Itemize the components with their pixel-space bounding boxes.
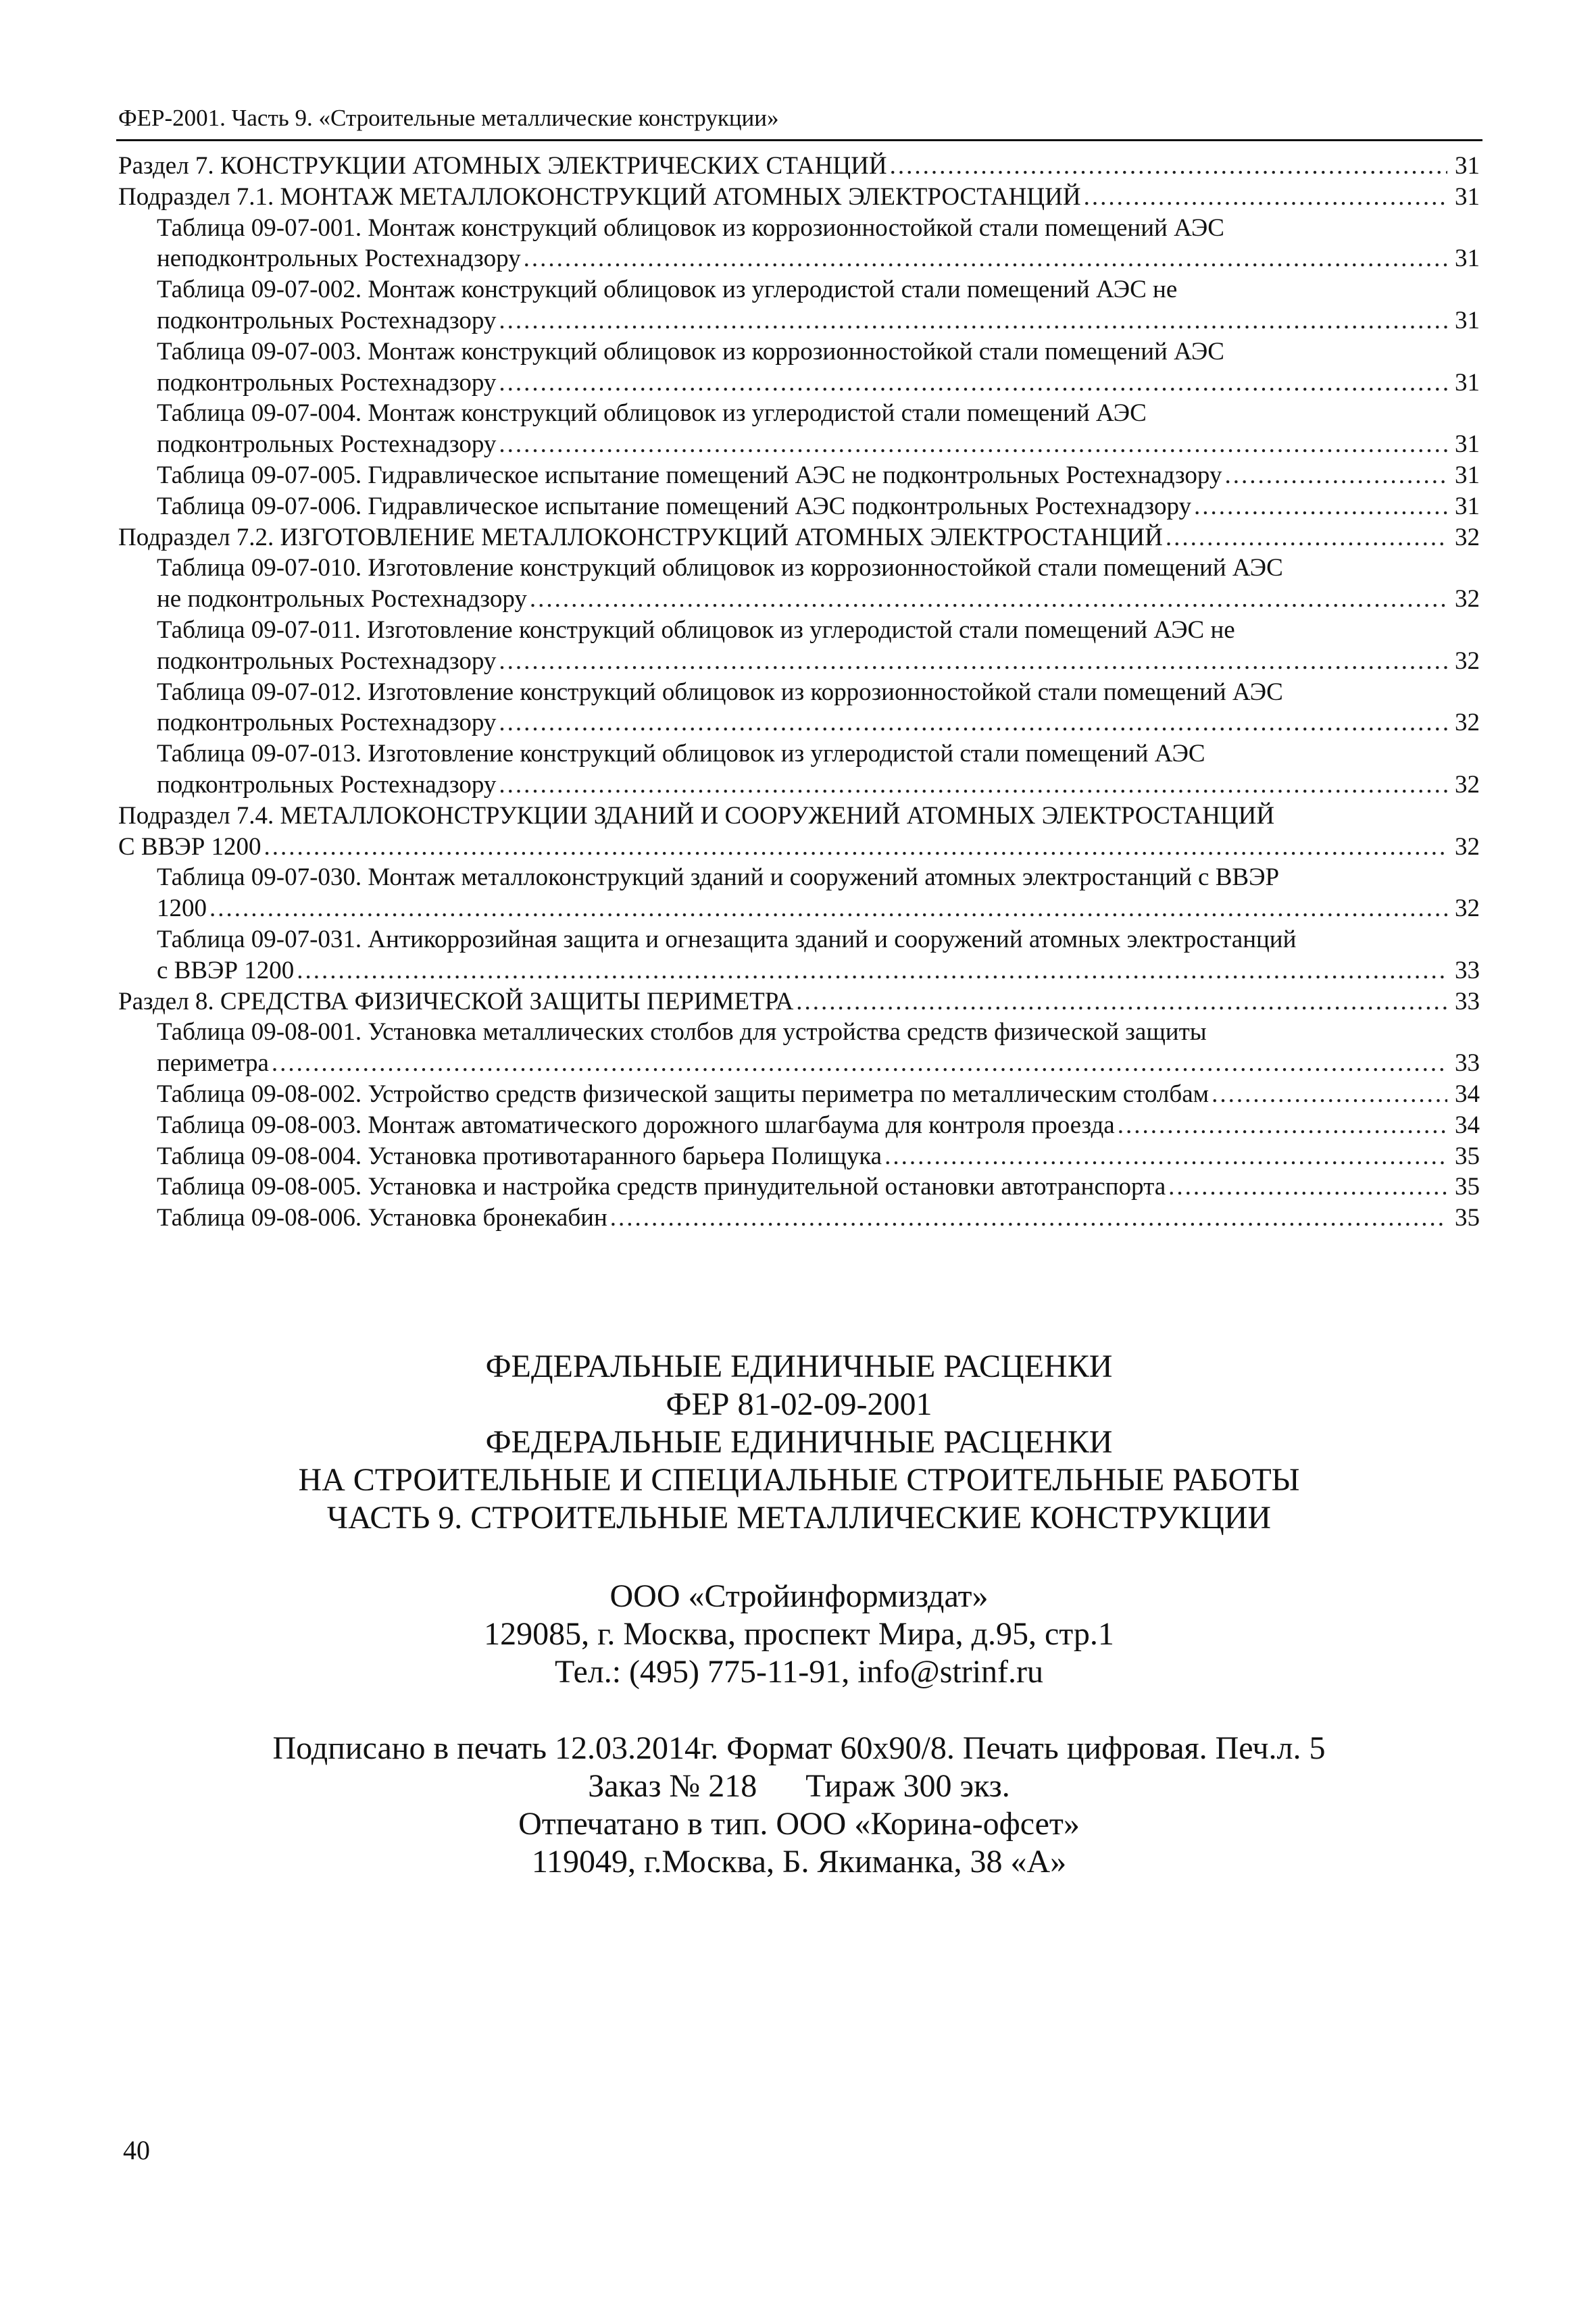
toc-entry-text: Таблица 09-07-005. Гидравлическое испытание помещений АЭС не подконтрольных Ростехнадзору	[157, 461, 1222, 489]
toc-entry-text: подконтрольных Ростехнадзору	[157, 770, 497, 799]
toc-entry	[118, 738, 1480, 770]
toc-entry-page: 31	[1455, 152, 1480, 180]
toc-entry-text: Таблица 09-08-002. Устройство средств физической защиты периметра по металлическим столбам	[157, 1080, 1210, 1108]
toc-entry	[118, 707, 1480, 738]
toc-entry	[118, 336, 1480, 368]
dot-leader	[272, 1048, 1447, 1079]
toc-entry	[118, 553, 1480, 584]
toc-entry-text: Раздел 7. КОНСТРУКЦИИ АТОМНЫХ ЭЛЕКТРИЧЕСКИХ СТАНЦИЙ	[118, 152, 887, 180]
toc-entry-page: 32	[1455, 709, 1480, 737]
toc-entry	[118, 862, 1480, 893]
dot-leader	[890, 151, 1447, 182]
dot-leader	[499, 770, 1447, 801]
toc-entry	[118, 429, 1480, 460]
toc-entry	[118, 1017, 1480, 1048]
toc-entry-text: с ВВЭР 1200	[157, 956, 295, 984]
dot-leader	[530, 584, 1447, 615]
toc-entry-page: 32	[1455, 647, 1480, 675]
toc-entry	[118, 584, 1480, 615]
publisher-line: Тел.: (495) 775-11-91, info@strinf.ru	[554, 1654, 1044, 1690]
toc-entry	[118, 305, 1480, 336]
dot-leader	[1118, 1110, 1447, 1141]
toc-entry-text: Таблица 09-07-001. Монтаж конструкций облицовок из коррозионностойкой стали помещений АЭС	[157, 213, 1224, 242]
toc-entry-page: 31	[1455, 430, 1480, 459]
toc-entry-page: 35	[1455, 1173, 1480, 1201]
toc-entry-text: Таблица 09-07-011. Изготовление конструкций облицовок из углеродистой стали помещений АЭС не	[157, 615, 1235, 644]
dot-leader	[209, 893, 1447, 924]
toc-entry-page: 33	[1455, 1049, 1480, 1078]
toc-entry-page: 31	[1455, 492, 1480, 520]
toc-entry	[118, 182, 1480, 213]
print-details-block	[118, 1730, 1480, 1881]
toc-entry	[118, 1141, 1480, 1172]
toc-entry-page: 33	[1455, 956, 1480, 984]
toc-entry	[118, 243, 1480, 274]
toc-entry	[118, 646, 1480, 677]
title-line: ФЕДЕРАЛЬНЫЕ ЕДИНИЧНЫЕ РАСЦЕНКИ	[485, 1349, 1113, 1384]
dot-leader	[796, 986, 1447, 1017]
toc-entry-page: 31	[1455, 368, 1480, 397]
toc-entry	[118, 522, 1480, 553]
publisher-block	[118, 1578, 1480, 1691]
toc-entry-page: 34	[1455, 1080, 1480, 1108]
dot-leader	[884, 1141, 1447, 1172]
toc-entry-text: Таблица 09-07-012. Изготовление конструкций облицовок из коррозионностойкой стали помещений АЭС	[157, 678, 1283, 706]
toc-entry-page: 32	[1455, 832, 1480, 861]
toc-entry-text: Таблица 09-08-003. Монтаж автоматического дорожного шлагбаума для контроля проезда	[157, 1111, 1115, 1139]
toc-entry	[118, 924, 1480, 955]
title-line: ФЕР 81-02-09-2001	[666, 1386, 932, 1422]
toc-entry	[118, 801, 1480, 832]
toc-entry-page: 31	[1455, 245, 1480, 273]
toc-entry	[118, 491, 1480, 522]
toc-entry	[118, 1079, 1480, 1110]
toc-entry-text: Подраздел 7.4. МЕТАЛЛОКОНСТРУКЦИИ ЗДАНИЙ И СООРУЖЕНИЙ АТОМНЫХ ЭЛЕКТРОСТАНЦИЙ	[118, 801, 1275, 830]
toc-entry-text: неподконтрольных Ростехнадзору	[157, 245, 521, 273]
toc-entry	[118, 1048, 1480, 1079]
toc-entry-page: 32	[1455, 523, 1480, 551]
toc-entry	[118, 1110, 1480, 1141]
dot-leader	[264, 832, 1447, 863]
toc-entry-text: Таблица 09-07-002. Монтаж конструкций облицовок из углеродистой стали помещений АЭС не	[157, 276, 1178, 304]
toc-entry	[118, 460, 1480, 491]
toc-entry-page: 33	[1455, 987, 1480, 1015]
toc-entry	[118, 213, 1480, 244]
toc-entry-text: С ВВЭР 1200	[118, 832, 261, 861]
title-line: ФЕДЕРАЛЬНЫЕ ЕДИНИЧНЫЕ РАСЦЕНКИ	[485, 1424, 1113, 1460]
toc-entry	[118, 1203, 1480, 1234]
toc-entry	[118, 1172, 1480, 1203]
dot-leader	[524, 243, 1447, 274]
toc-entry-page: 35	[1455, 1204, 1480, 1232]
toc-entry-text: Раздел 8. СРЕДСТВА ФИЗИЧЕСКОЙ ЗАЩИТЫ ПЕРИМЕТРА	[118, 987, 794, 1015]
toc-entry	[118, 677, 1480, 708]
page-number: 40	[123, 2135, 150, 2165]
title-block	[118, 1348, 1480, 1537]
toc-entry-page: 31	[1455, 182, 1480, 211]
toc-entry-text: подконтрольных Ростехнадзору	[157, 709, 497, 737]
dot-leader	[499, 305, 1447, 336]
print-details-line: Подписано в печать 12.03.2014г. Формат 60х90/8. Печать цифровая. Печ.л. 5	[272, 1730, 1326, 1766]
toc-entry-text: подконтрольных Ростехнадзору	[157, 647, 497, 675]
dot-leader	[499, 646, 1447, 677]
toc-entry-text: Таблица 09-07-013. Изготовление конструкций облицовок из углеродистой стали помещений АЭС	[157, 740, 1205, 768]
dot-leader	[1212, 1079, 1447, 1110]
toc-entry	[118, 368, 1480, 399]
toc-entry-page: 32	[1455, 895, 1480, 923]
toc-entry-text: периметра	[157, 1049, 269, 1078]
dot-leader	[610, 1203, 1447, 1234]
toc-entry-text: Таблица 09-08-006. Установка бронекабин	[157, 1204, 607, 1232]
toc-entry	[118, 398, 1480, 429]
toc-entry-page: 31	[1455, 306, 1480, 334]
toc-entry-text: Таблица 09-07-031. Антикоррозийная защита и огнезащита зданий и сооружений атомных электростанций	[157, 925, 1297, 953]
dot-leader	[1194, 491, 1447, 522]
print-details-line: Отпечатано в тип. ООО «Корина-офсет»	[518, 1806, 1080, 1842]
dot-leader	[499, 429, 1447, 460]
dot-leader	[499, 368, 1447, 399]
toc-entry-page: 34	[1455, 1111, 1480, 1139]
table-of-contents	[118, 151, 1480, 1234]
toc-entry	[118, 151, 1480, 182]
dot-leader	[1084, 182, 1447, 213]
dot-leader	[499, 707, 1447, 738]
dot-leader	[1166, 522, 1447, 553]
toc-entry-text: Таблица 09-08-005. Установка и настройка средств принудительной остановки автотранспорта	[157, 1173, 1166, 1201]
dot-leader	[297, 955, 1447, 986]
print-details-line: 119049, г.Москва, Б. Якиманка, 38 «А»	[531, 1844, 1067, 1880]
toc-entry-text: Таблица 09-08-001. Установка металлических столбов для устройства средств физической защиты	[157, 1018, 1207, 1047]
toc-entry-text: Таблица 09-08-004. Установка противотаранного барьера Полищука	[157, 1142, 882, 1170]
toc-entry-text: Таблица 09-07-004. Монтаж конструкций облицовок из углеродистой стали помещений АЭС	[157, 399, 1147, 428]
dot-leader	[1224, 460, 1447, 491]
toc-entry-text: Таблица 09-07-006. Гидравлическое испытание помещений АЭС подконтрольных Ростехнадзору	[157, 492, 1191, 520]
toc-entry-text: Подраздел 7.2. ИЗГОТОВЛЕНИЕ МЕТАЛЛОКОНСТРУКЦИЙ АТОМНЫХ ЭЛЕКТРОСТАНЦИЙ	[118, 523, 1163, 551]
toc-entry-text: 1200	[157, 895, 207, 923]
toc-entry	[118, 770, 1480, 801]
toc-entry	[118, 832, 1480, 863]
toc-entry	[118, 615, 1480, 646]
toc-entry	[118, 955, 1480, 986]
toc-entry-text: Таблица 09-07-030. Монтаж металлоконструкций зданий и сооружений атомных электростанций с ВВЭР	[157, 863, 1280, 892]
publisher-line: ООО «Стройинформиздат»	[609, 1578, 989, 1614]
toc-entry-text: подконтрольных Ростехнадзору	[157, 430, 497, 459]
toc-entry-text: Подраздел 7.1. МОНТАЖ МЕТАЛЛОКОНСТРУКЦИЙ АТОМНЫХ ЭЛЕКТРОСТАНЦИЙ	[118, 182, 1081, 211]
toc-entry	[118, 274, 1480, 305]
toc-entry-text: Таблица 09-07-010. Изготовление конструкций облицовок из коррозионностойкой стали помещений АЭС	[157, 554, 1283, 582]
toc-entry-page: 35	[1455, 1142, 1480, 1170]
print-details-line: Заказ № 218 Тираж 300 экз.	[588, 1768, 1010, 1804]
toc-entry	[118, 986, 1480, 1017]
header-rule	[116, 139, 1482, 141]
publisher-line: 129085, г. Москва, проспект Мира, д.95, стр.1	[484, 1616, 1114, 1652]
toc-entry-page: 32	[1455, 585, 1480, 613]
title-line: ЧАСТЬ 9. СТРОИТЕЛЬНЫЕ МЕТАЛЛИЧЕСКИЕ КОНСТРУКЦИИ	[326, 1500, 1272, 1536]
toc-entry-text: Таблица 09-07-003. Монтаж конструкций облицовок из коррозионностойкой стали помещений АЭС	[157, 337, 1224, 366]
title-line: НА СТРОИТЕЛЬНЫЕ И СПЕЦИАЛЬНЫЕ СТРОИТЕЛЬНЫЕ РАБОТЫ	[298, 1462, 1300, 1498]
toc-entry-page: 31	[1455, 461, 1480, 489]
toc-entry-text: подконтрольных Ростехнадзору	[157, 368, 497, 397]
toc-entry-text: подконтрольных Ростехнадзору	[157, 306, 497, 334]
dot-leader	[1168, 1172, 1447, 1203]
toc-entry-text: не подконтрольных Ростехнадзору	[157, 585, 527, 613]
toc-entry	[118, 893, 1480, 924]
running-head: ФЕР-2001. Часть 9. «Строительные металлические конструкции»	[118, 105, 779, 131]
toc-entry-page: 32	[1455, 770, 1480, 799]
